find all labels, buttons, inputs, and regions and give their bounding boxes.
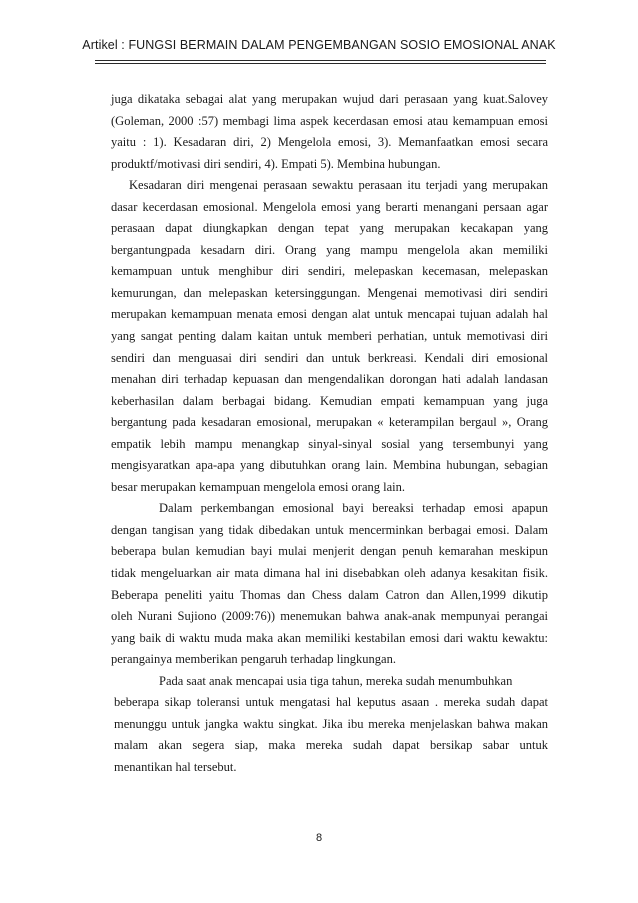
text-line: perasaan dapat diungkapkan dengan tepat yang merupakan kecakapan yang [111, 221, 548, 236]
text-line: yang sangat penting dalam kaitan untuk memberi perhatian, untuk memotivasi diri [111, 329, 548, 344]
text-line: Beberapa peneliti yaitu Thomas dan Chess dalam Catron dan Allen,1999 dikutip [111, 587, 548, 602]
article-body [111, 89, 548, 779]
header-rule-bottom [95, 63, 546, 64]
running-header: Artikel : FUNGSI BERMAIN DALAM PENGEMBANGAN SOSIO EMOSIONAL ANAK [82, 38, 556, 52]
text-line: Kesadaran diri mengenai perasaan sewaktu perasaan itu terjadi yang merupakan [129, 178, 548, 193]
text-line: beberapa bulan kemudian bayi mulai menjerit dengan penuh kemarahan meskipun [111, 544, 548, 559]
text-line: juga dikataka sebagai alat yang merupakan wujud dari perasaan yang kuat.Salovey [111, 92, 548, 106]
text-line: mengisyaratkan apa-apa yang dibutuhkan orang lain. Membina hubungan, sebagian [111, 458, 548, 473]
text-line: produktf/motivasi diri sendiri, 4). Empati 5). Membina hubungan. [111, 156, 441, 171]
text-line: yaitu : 1). Kesadaran diri, 2) Mengelola emosi, 3). Memanfaatkan emosi secara [111, 135, 548, 150]
text-line: menahan diri terhadap kepuasan dan mengendalikan dorongan hati adalah landasan [111, 372, 548, 387]
page-number: 8 [315, 832, 323, 844]
text-line: perangainya memberikan pengaruh terhadap lingkungan. [111, 652, 396, 667]
text-line: beberapa sikap toleransi untuk mengatasi hal keputus asaan . mereka sudah dapat [114, 695, 548, 710]
text-line: Pada saat anak mencapai usia tiga tahun, mereka sudah menumbuhkan [159, 673, 513, 688]
text-line: kemampuan untuk menghibur diri sendiri, melepaskan kecemasan, melepaskan [111, 264, 548, 279]
text-line: menunggu untuk jangka waktu singkat. Jika ibu mereka menjelaskan bahwa makan [114, 716, 548, 731]
text-line: empatik lebih mampu menangkap sinyal-sinyal sosial yang tersembunyi yang [111, 436, 548, 451]
text-line: besar merupakan kemampuan mengelola emosi orang lain. [111, 479, 405, 494]
text-line: merupakan kemampuan menata emosi dengan alat untuk mencapai tujuan adalah hal [111, 307, 548, 322]
text-line: dengan tangisan yang tidak dibedakan untuk mencerminkan berbagai emosi. Dalam [111, 522, 548, 537]
text-line: sendiri dan menguasai diri sendiri dan untuk berkreasi. Kendali diri emosional [111, 350, 548, 365]
text-line: menantikan hal tersebut. [114, 759, 237, 774]
text-line: oleh Nurani Sujiono (2009:76)) menemukan bahwa anak-anak mempunyai perangai [111, 609, 548, 624]
text-line: bergantung pada kesadaran emosional, merupakan « keterampilan bergaul », Orang [111, 415, 548, 430]
text-line: tidak mengeluarkan air mata dimana hal ini disebabkan oleh adanya kesakitan fisik. [111, 566, 548, 581]
text-line: keberhasilan dalam berbagai bidang. Kemudian empati kemampuan yang juga [111, 393, 548, 408]
text-line: yang baik di waktu muda maka akan memiliki kestabilan emosi dari waktu kewaktu: [111, 630, 548, 645]
text-line: (Goleman, 2000 :57) membagi lima aspek kecerdasan emosi atau kemampuan emosi [111, 113, 548, 128]
text-line: kemurungan, dan melepaskan ketersinggungan. Mengenai memotivasi diri sendiri [111, 285, 548, 300]
header-rule-top [95, 60, 546, 61]
text-line: malam akan segera siap, maka mereka sudah dapat bersikap sabar untuk [114, 738, 548, 753]
text-line: dasar kecerdasan emosional. Mengelola emosi yang berarti menangani persaan agar [111, 199, 548, 214]
text-line: Dalam perkembangan emosional bayi bereaksi terhadap emosi apapun [159, 501, 548, 516]
text-line: bergantungpada kesadarn diri. Orang yang mampu mengelola akan memiliki [111, 242, 548, 257]
